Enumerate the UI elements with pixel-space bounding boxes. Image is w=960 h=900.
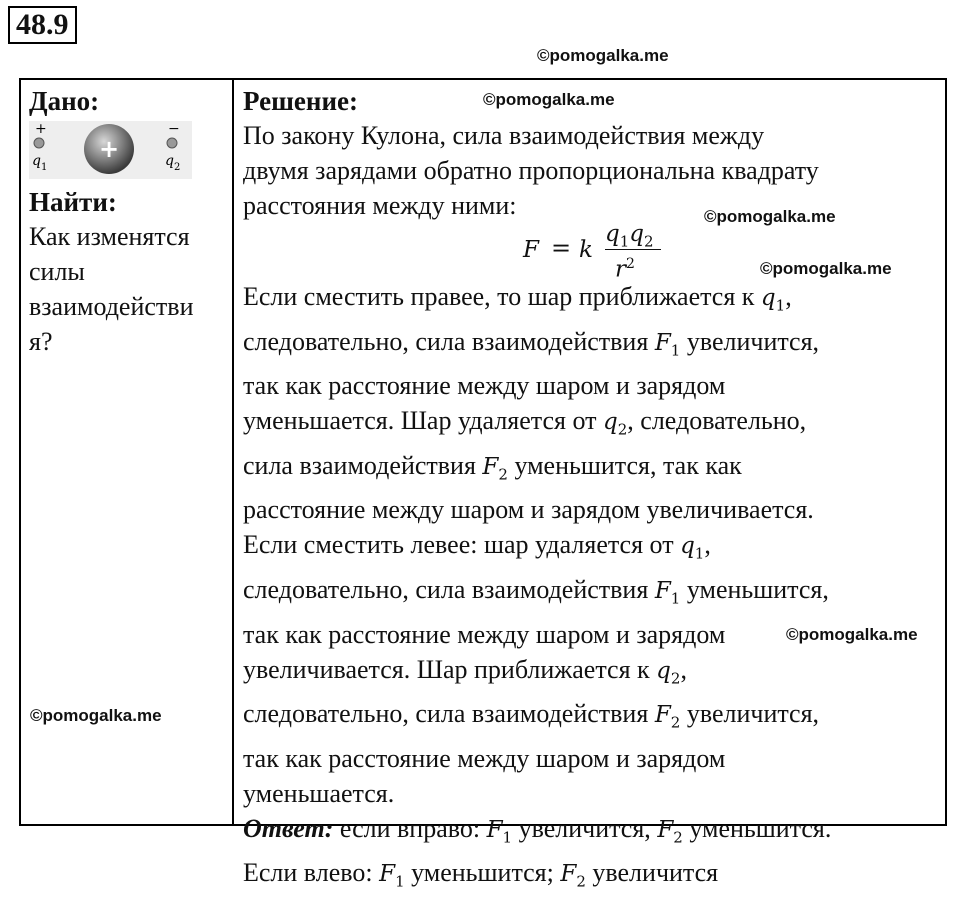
text-line: По закону Кулона, сила взаимодействия между <box>243 121 765 150</box>
watermark: ©pomogalka.me <box>483 90 615 109</box>
watermark: ©pomogalka.me <box>537 46 669 65</box>
text-line: увеличивается. Шар приближается к $q_2$, <box>243 654 687 688</box>
q2-label: q <box>165 153 174 169</box>
find-text <box>29 219 224 359</box>
find-line: силы <box>29 257 85 286</box>
q1-label: q <box>32 153 41 169</box>
formula-eq: = <box>551 234 572 262</box>
answer-label: Ответ: <box>243 813 334 843</box>
find-line: я? <box>29 327 53 356</box>
text-line: двумя зарядами обратно пропорциональна квадрату <box>243 156 819 185</box>
solution-label: Решение: <box>243 86 358 116</box>
text-line: расстояния между ними: <box>243 191 517 220</box>
solution-column <box>234 80 945 891</box>
text-line: Если сместить правее, то шар приближается к $q_1$, <box>243 282 792 315</box>
text-line: следовательно, сила взаимодействия $F_1$ уменьшится, <box>243 574 829 608</box>
text-line: так как расстояние между шаром и зарядом <box>243 371 726 401</box>
find-label: Найти: <box>29 187 117 217</box>
ball-sign: + <box>98 135 120 163</box>
formula-k: k <box>579 237 593 263</box>
text-line: так как расстояние между шаром и зарядом <box>243 743 726 773</box>
text-line: расстояние между шаром и зарядом увеличивается. <box>243 495 814 525</box>
q2-sub: 2 <box>174 162 181 173</box>
answer-line: Если влево: $F_1$ уменьшится; $F_2$ увеличится <box>243 858 719 891</box>
charges-diagram-svg <box>29 121 192 179</box>
charges-diagram <box>29 121 192 179</box>
given-label: Дано: <box>29 86 100 116</box>
text-line: следовательно, сила взаимодействия $F_2$ увеличится, <box>243 699 820 732</box>
text-line: уменьшается. <box>243 778 395 808</box>
watermark: ©pomogalka.me <box>30 706 162 725</box>
q1-sub: 1 <box>41 162 48 173</box>
watermark: ©pomogalka.me <box>704 207 836 226</box>
text-line: уменьшается. Шар удаляется от $q_2$, следовательно, <box>243 406 807 439</box>
text-line: так как расстояние между шаром и зарядом <box>243 619 726 649</box>
formula-numerator: $q_1q_2$ <box>605 221 654 251</box>
watermark: ©pomogalka.me <box>760 259 892 278</box>
watermark: ©pomogalka.me <box>786 625 918 644</box>
solution-text <box>243 118 937 900</box>
text-line: Если сместить левее: шар удаляется от $q_1$, <box>243 530 711 563</box>
formula-lhs: F <box>523 237 539 263</box>
problem-number: 48.9 <box>8 6 77 44</box>
formula-denominator: $r^2$ <box>615 256 635 283</box>
text-line: следовательно, сила взаимодействия $F_1$ увеличится, <box>243 326 820 360</box>
q2-charge-icon <box>167 138 177 148</box>
find-line: Как изменятся <box>29 222 190 251</box>
q2-sign: − <box>168 121 180 137</box>
q1-sign: + <box>35 121 47 137</box>
q1-charge-icon <box>34 138 44 148</box>
text-line: сила взаимодействия $F_2$ уменьшится, так как <box>243 450 742 484</box>
answer-line: Ответ: если вправо: $F_1$ увеличится, $F_2$ уменьшится. <box>243 813 832 847</box>
find-line: взаимодействи <box>29 292 194 321</box>
